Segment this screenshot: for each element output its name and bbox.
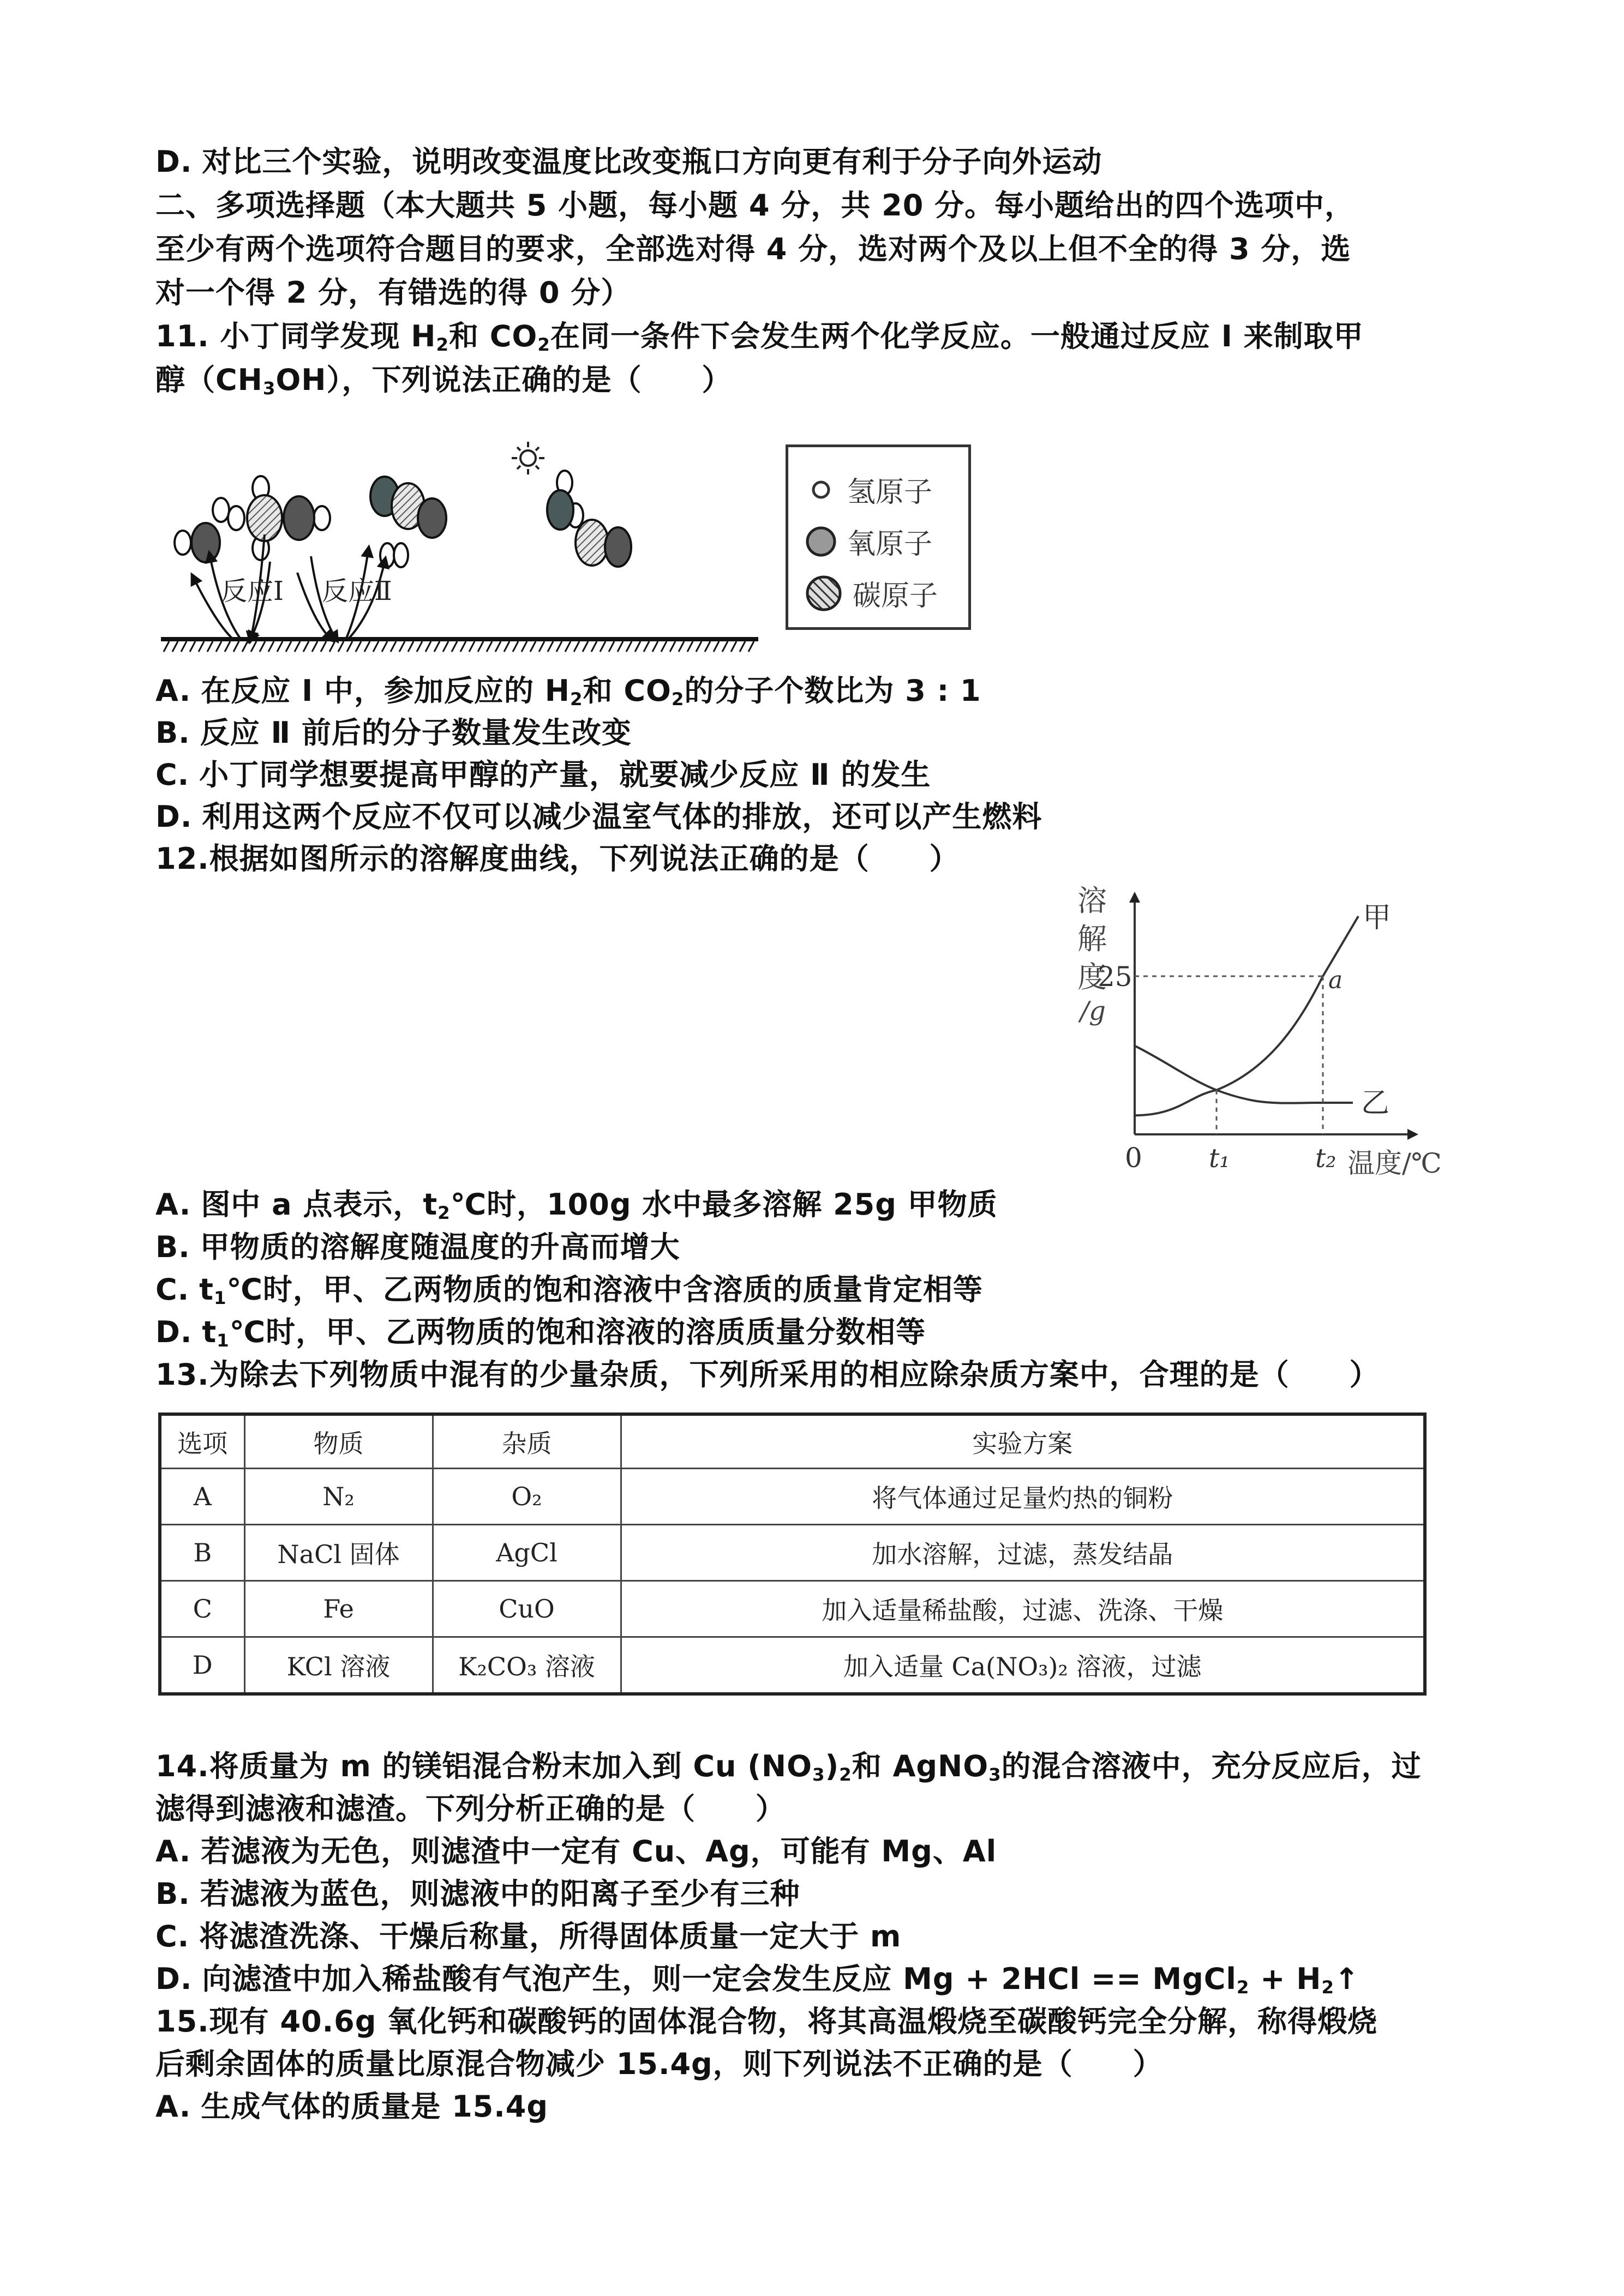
subscript: 2 xyxy=(1321,1977,1335,1998)
table-cell: Fe xyxy=(244,1581,433,1637)
option-label: B. xyxy=(155,716,190,750)
table-header-row xyxy=(160,1414,1425,1469)
option-text: + H xyxy=(1249,1962,1322,1996)
option-text: ℃时，100g 水中最多溶解 25g 甲物质 xyxy=(450,1187,998,1222)
q11-option-c xyxy=(155,754,931,796)
atom-legend xyxy=(786,444,971,630)
sun-icon xyxy=(512,442,544,474)
table-cell: N₂ xyxy=(244,1469,433,1525)
q15-option-a xyxy=(155,2085,548,2128)
impurity-removal-table xyxy=(158,1413,1427,1696)
subscript: 1 xyxy=(217,1330,230,1351)
table-cell: O₂ xyxy=(433,1469,621,1525)
stem-text: ) xyxy=(825,1749,840,1783)
table-row xyxy=(160,1581,1425,1637)
header-cell: 物质 xyxy=(244,1414,433,1469)
q12-option-c xyxy=(155,1269,983,1311)
series-label: 乙 xyxy=(1361,1087,1390,1120)
option-label: B. xyxy=(155,1877,190,1911)
option-text: 的分子个数比为 3 : 1 xyxy=(684,674,981,708)
q12-option-a xyxy=(155,1183,998,1226)
oxygen-atom-icon xyxy=(805,525,837,558)
option-text: t xyxy=(199,1272,214,1307)
table-cell: K₂CO₃ 溶液 xyxy=(433,1637,621,1694)
table-cell: NaCl 固体 xyxy=(244,1525,433,1581)
q14-option-d xyxy=(155,1958,1359,2000)
option-label: C. xyxy=(155,1919,190,1954)
option-label: C. xyxy=(155,758,190,792)
q14-stem-line-2: 滤得到滤液和滤渣。下列分析正确的是（ ） xyxy=(155,1792,786,1826)
table-cell: 加入适量稀盐酸，过滤、洗涤、干燥 xyxy=(621,1581,1425,1637)
section-2-instructions-line-1: 二、多项选择题（本大题共 5 小题，每小题 4 分，共 20 分。每小题给出的四个选项中， xyxy=(155,188,1355,223)
co2-molecule xyxy=(370,477,446,538)
reaction-1-label: 反应Ⅰ xyxy=(221,576,284,606)
methanol-molecule xyxy=(228,476,330,560)
q11-option-d xyxy=(155,796,1042,838)
subscript: 2 xyxy=(537,334,550,356)
section-2-instructions-line-2: 至少有两个选项符合题目的要求，全部选对得 4 分，选对两个及以上但不全的得 3 分，选 xyxy=(155,232,1351,266)
option-text: 对比三个实验，说明改变温度比改变瓶口方向更有利于分子向外运动 xyxy=(202,145,1102,179)
q11-option-a xyxy=(155,670,981,712)
q12-option-d xyxy=(155,1311,926,1354)
option-text: 和 CO xyxy=(583,674,672,708)
option-text: 图中 a 点表示，t xyxy=(201,1187,438,1222)
option-text: 在反应 Ⅰ 中，参加反应的 H xyxy=(201,674,570,708)
option-text: ℃时，甲、乙两物质的饱和溶液的溶质质量分数相等 xyxy=(229,1315,926,1349)
legend-label: 氧原子 xyxy=(847,528,933,561)
subscript: 2 xyxy=(1236,1977,1250,1998)
stem-text: 在同一条件下会发生两个化学反应。一般通过反应 Ⅰ 来制取甲 xyxy=(550,319,1364,353)
q12-option-b xyxy=(155,1226,680,1269)
ground-surface xyxy=(161,639,758,652)
option-label: D. xyxy=(155,800,193,834)
stem-text: 11. 小丁同学发现 H xyxy=(155,319,436,353)
table-cell: 加入适量 Ca(NO₃)₂ 溶液，过滤 xyxy=(621,1637,1425,1694)
q14-option-b xyxy=(155,1873,800,1915)
subscript: 2 xyxy=(671,689,685,710)
header-cell: 杂质 xyxy=(433,1414,621,1469)
subscript: 2 xyxy=(438,1203,451,1224)
table-cell: KCl 溶液 xyxy=(244,1637,433,1694)
q11-stem-line-2 xyxy=(155,359,732,401)
option-text: 小丁同学想要提高甲醇的产量，就要减少反应 Ⅱ 的发生 xyxy=(199,758,931,792)
table-row xyxy=(160,1525,1425,1581)
y-axis-label-char-3: 度 xyxy=(1077,960,1107,994)
option-text: 若滤液为无色，则滤渣中一定有 Cu、Ag，可能有 Mg、Al xyxy=(201,1834,997,1868)
x-tick-label: t₁ xyxy=(1209,1143,1230,1174)
header-cell: 实验方案 xyxy=(621,1414,1425,1469)
series-label: 甲 xyxy=(1363,901,1392,934)
reaction-diagram xyxy=(155,436,783,654)
x-tick-label: t₂ xyxy=(1315,1143,1337,1174)
stem-text: 14.将质量为 m 的镁铝混合粉末加入到 Cu (NO xyxy=(155,1749,812,1783)
option-text: 利用这两个反应不仅可以减少温室气体的排放，还可以产生燃料 xyxy=(202,800,1042,834)
y-axis-label-char-2: 解 xyxy=(1077,922,1107,956)
q14-stem-line-1 xyxy=(155,1745,1422,1788)
option-text: 向滤渣中加入稀盐酸有气泡产生，则一定会发生反应 Mg + 2HCl == MgCl xyxy=(202,1962,1237,1996)
option-text: ℃时，甲、乙两物质的饱和溶液中含溶质的质量肯定相等 xyxy=(226,1272,983,1307)
option-text: ↑ xyxy=(1334,1962,1360,1996)
water-molecule-product xyxy=(547,471,583,530)
series-curve-yi xyxy=(1135,1046,1353,1103)
stem-text: OH），下列说法正确的是（ ） xyxy=(275,363,732,397)
y-axis-label-char-1: 溶 xyxy=(1077,883,1107,918)
q15-stem-line-1: 15.现有 40.6g 氧化钙和碳酸钙的固体混合物，将其高温煅烧至碳酸钙完全分解，称得煅烧 xyxy=(155,2004,1378,2039)
option-label: C. xyxy=(155,1272,190,1307)
table-cell: D xyxy=(160,1637,244,1694)
subscript: 2 xyxy=(436,334,449,356)
header-cell: 选项 xyxy=(160,1414,244,1469)
option-label: D. xyxy=(155,1315,193,1349)
point-a-label: a xyxy=(1328,966,1343,994)
option-text: 将滤渣洗涤、干燥后称量，所得固体质量一定大于 m xyxy=(199,1919,902,1954)
table-cell: CuO xyxy=(433,1581,621,1637)
option-text: 生成气体的质量是 15.4g xyxy=(201,2089,548,2124)
option-label: A. xyxy=(155,1187,191,1222)
co-molecule xyxy=(576,520,631,567)
hydrogen-atom-icon xyxy=(805,473,837,506)
q12-stem: 12.根据如图所示的溶解度曲线，下列说法正确的是（ ） xyxy=(155,842,960,876)
q11-option-b xyxy=(155,712,632,754)
water-molecule xyxy=(175,498,229,562)
option-label: A. xyxy=(155,2089,191,2124)
subscript: 2 xyxy=(839,1764,852,1786)
stem-text: 醇（CH xyxy=(155,363,263,397)
q14-option-c xyxy=(155,1915,901,1958)
option-text: 若滤液为蓝色，则滤液中的阳离子至少有三种 xyxy=(200,1877,800,1911)
q11-stem-line-1 xyxy=(155,315,1364,358)
subscript: 2 xyxy=(570,689,583,710)
solubility-chart xyxy=(1064,873,1500,1178)
carbon-atom-icon xyxy=(805,574,843,612)
origin-label: 0 xyxy=(1125,1142,1142,1174)
table-cell: A xyxy=(160,1469,244,1525)
option-label: A. xyxy=(155,1834,191,1868)
series-curve-jia xyxy=(1135,916,1358,1115)
subscript: 1 xyxy=(213,1288,227,1309)
table-cell: 加水溶解，过滤，蒸发结晶 xyxy=(621,1525,1425,1581)
legend-label: 碳原子 xyxy=(853,580,938,612)
y-axis-unit: /g xyxy=(1080,996,1106,1026)
subscript: 3 xyxy=(812,1764,825,1786)
q10-option-d xyxy=(155,141,1102,183)
table-cell: B xyxy=(160,1525,244,1581)
legend-hydrogen xyxy=(805,469,932,510)
reaction-2-label: 反应Ⅱ xyxy=(322,576,392,606)
table-cell: C xyxy=(160,1581,244,1637)
table-row xyxy=(160,1637,1425,1694)
table-row xyxy=(160,1469,1425,1525)
option-label: D. xyxy=(155,145,193,179)
x-axis-label: 温度/℃ xyxy=(1347,1147,1442,1178)
option-label: A. xyxy=(155,674,191,708)
q15-stem-line-2: 后剩余固体的质量比原混合物减少 15.4g，则下列说法不正确的是（ ） xyxy=(155,2047,1163,2081)
table-cell: AgCl xyxy=(433,1525,621,1581)
option-label: B. xyxy=(155,1230,190,1264)
section-2-instructions-line-3: 对一个得 2 分，有错选的得 0 分） xyxy=(155,275,631,310)
stem-text: 和 CO xyxy=(449,319,538,353)
legend-oxygen xyxy=(805,521,932,562)
stem-text: 和 AgNO xyxy=(852,1749,989,1783)
q14-option-a xyxy=(155,1830,997,1873)
option-text: 甲物质的溶解度随温度的升高而增大 xyxy=(200,1230,680,1264)
option-text: t xyxy=(202,1315,217,1349)
y-tick-label: 25 xyxy=(1098,961,1132,993)
legend-carbon xyxy=(805,573,938,614)
q13-stem: 13.为除去下列物质中混有的少量杂质，下列所采用的相应除杂质方案中，合理的是（ ） xyxy=(155,1357,1380,1392)
option-text: 反应 Ⅱ 前后的分子数量发生改变 xyxy=(200,716,632,750)
subscript: 3 xyxy=(262,378,276,399)
legend-label: 氢原子 xyxy=(847,476,933,509)
subscript: 3 xyxy=(988,1764,1002,1786)
table-cell: 将气体通过足量灼热的铜粉 xyxy=(621,1469,1425,1525)
option-label: D. xyxy=(155,1962,193,1996)
stem-text: 的混合溶液中，充分反应后，过 xyxy=(1001,1749,1422,1783)
